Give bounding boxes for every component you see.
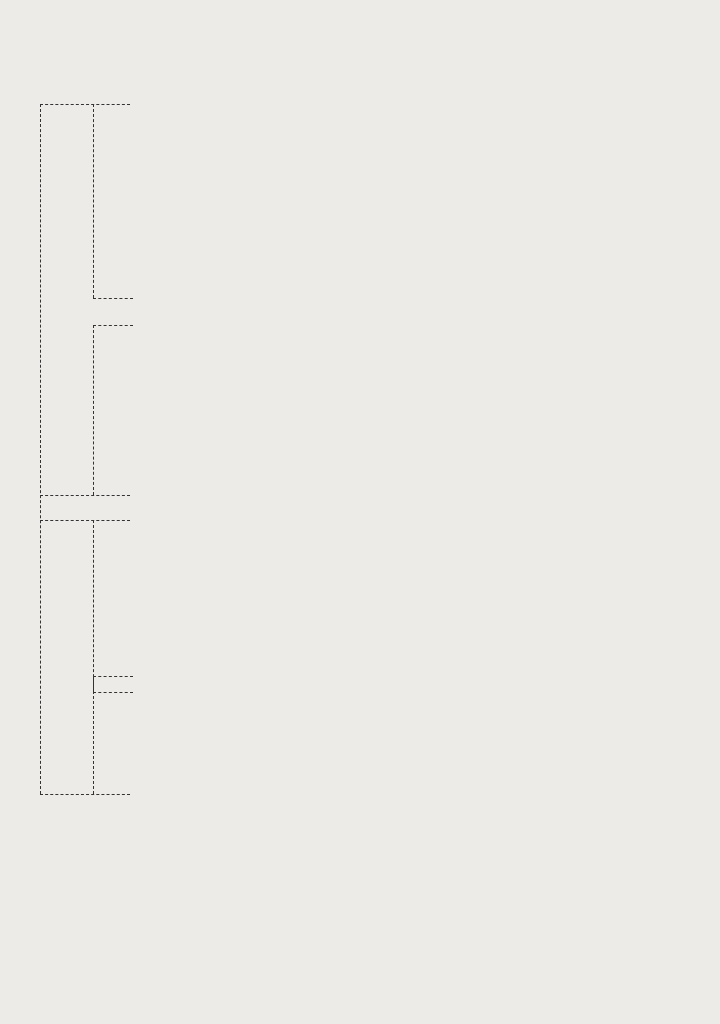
divider bbox=[40, 794, 130, 795]
divider bbox=[40, 104, 130, 105]
divider bbox=[93, 104, 94, 298]
divider bbox=[93, 325, 133, 326]
divider bbox=[40, 520, 130, 521]
divider bbox=[93, 325, 94, 495]
divider bbox=[40, 104, 41, 794]
divider bbox=[93, 676, 94, 794]
divider bbox=[40, 495, 130, 496]
divider bbox=[93, 520, 94, 692]
divider bbox=[93, 298, 133, 299]
divider bbox=[93, 692, 133, 693]
divider bbox=[93, 676, 133, 677]
